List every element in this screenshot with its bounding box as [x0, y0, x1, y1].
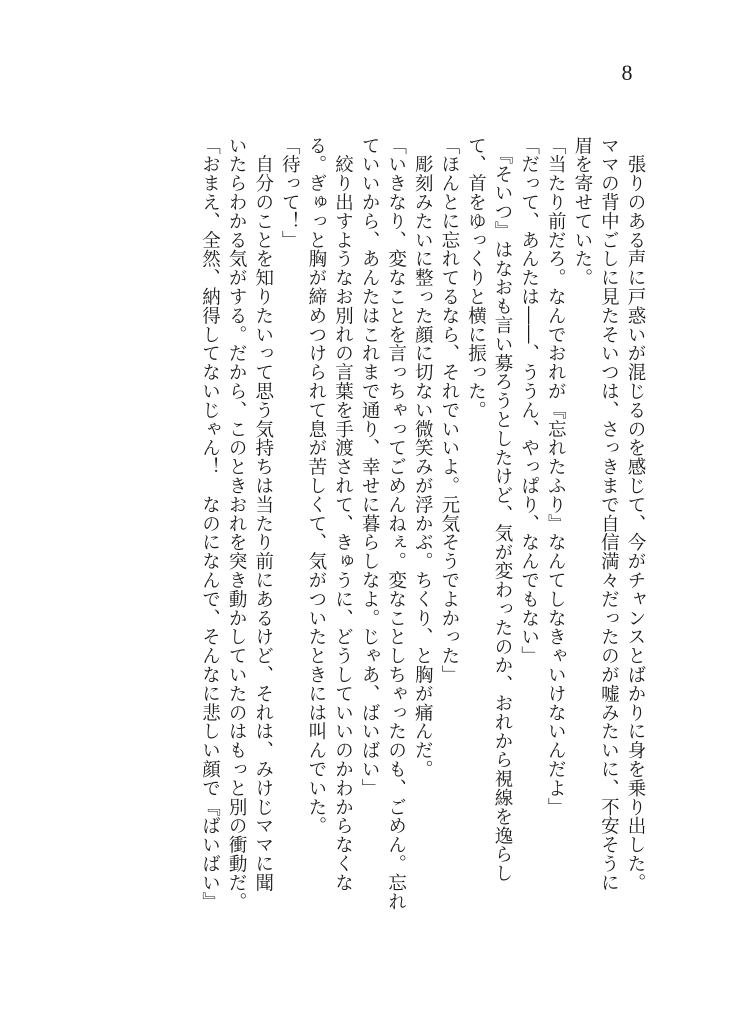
page-number: 8	[621, 60, 633, 85]
text-line: 「おまえ、全然、納得してないじゃん！ なのになんで、そんなに悲しい顔で『ばいばい』	[199, 136, 221, 911]
text-line: 「いきなり、変なことを言っちゃってごめんねぇ。変なことしちゃったのも、ごめん。忘れ	[385, 136, 407, 911]
text-line: 絞り出すようなお別れの言葉を手渡されて、きゅうに、どうしていいのかわからなくな	[332, 136, 354, 892]
text-line: る。ぎゅっと胸が締めつけられて息が苦しくて、気がついたときには叫んでいた。	[305, 136, 327, 836]
text-line: いたらわかる気がする。だから、このときおれを突き動かしていたのはもっと別の衝動だ。	[226, 136, 248, 911]
text-line: 『そいつ』はなおも言い募ろうとしたけど、気が変わったのか、おれから視線を逸らし	[492, 136, 514, 883]
text-line: 「だって、あんたは――、ううん、やっぱり、なんでもない」	[518, 136, 540, 666]
text-line: て、首をゆっくりと横に振った。	[465, 136, 487, 420]
text-line: 「待って！」	[279, 136, 301, 250]
text-line: ママの背中ごしに見たそいつは、さっきまで自信満々だったのが嘘みたいに、不安そうに	[598, 136, 620, 892]
text-line: ていいから、あんたはこれまで通り、幸せに暮らしなよ。じゃあ、ばいばい」	[359, 136, 381, 798]
text-line: 自分のことを知りたいって思う気持ちは当たり前にあるけど、それは、みけじママに聞	[252, 136, 274, 892]
text-line: 彫刻みたいに整った顔に切ない微笑みが浮かぶ。ちくり、と胸が痛んだ。	[412, 136, 434, 779]
text-line: 「ほんとに忘れてるなら、それでいいよ。元気そうでよかった」	[438, 136, 460, 685]
text-line: 「当たり前だろ。なんでおれが『忘れたふり』なんてしなきゃいけないんだよ」	[545, 136, 567, 817]
text-line: 眉を寄せていた。	[571, 136, 593, 288]
text-line: 張りのある声に戸惑いが混じるのを感じて、今がチャンスとばかりに身を乗り出した。	[625, 136, 646, 892]
body-text	[160, 136, 648, 936]
